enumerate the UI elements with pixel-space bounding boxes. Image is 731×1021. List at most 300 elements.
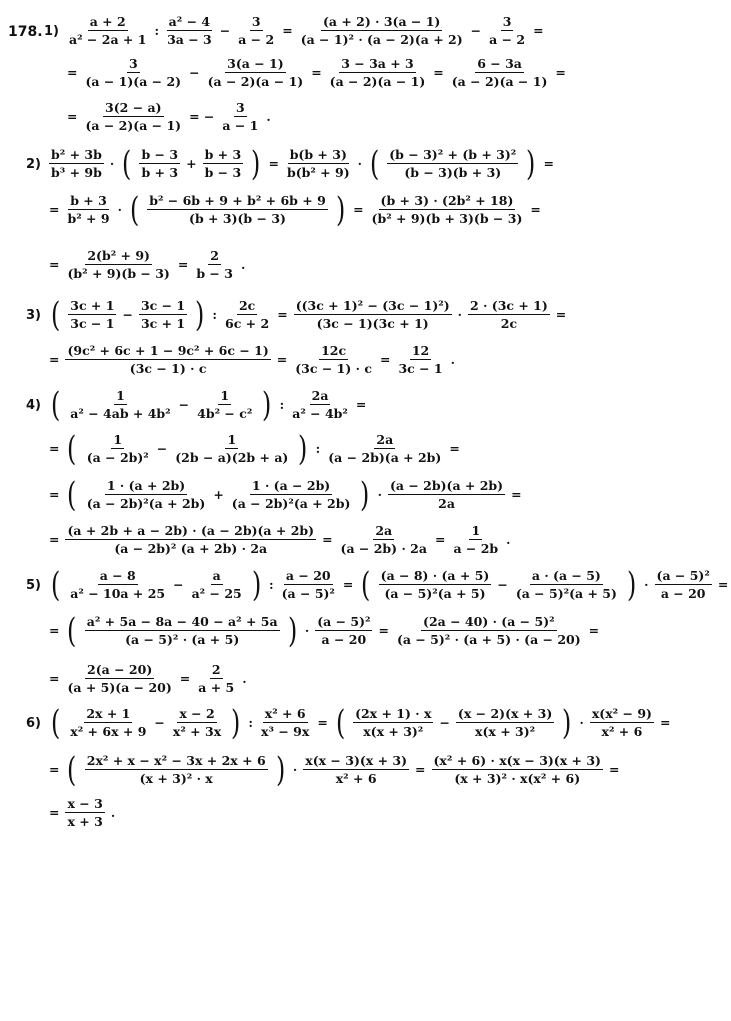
fraction (370, 193, 525, 226)
numerator: ((3c + 1)² − (3c − 1)²) (295, 298, 450, 313)
numerator: 3c + 1 (70, 298, 115, 313)
operator: = (449, 441, 460, 456)
problem-number: 178. (8, 24, 43, 40)
fraction (147, 193, 328, 226)
operator: · (304, 623, 310, 638)
fraction (68, 568, 167, 601)
operator: = (555, 307, 567, 322)
numerator: b² + 3b (51, 147, 102, 162)
fraction (655, 568, 712, 601)
operator: = (311, 65, 322, 80)
eq-2-line-1 (46, 143, 557, 184)
operator: = (49, 623, 60, 638)
bracket: ) (262, 384, 272, 425)
eq-5-line-2 (46, 610, 602, 651)
denominator: (x + 3)² · x (139, 771, 213, 786)
operator: = (659, 715, 671, 730)
fraction (590, 706, 654, 739)
fraction (65, 796, 104, 829)
numerator: 2 (210, 248, 219, 263)
fraction (195, 388, 254, 421)
operator: = (353, 202, 364, 217)
numerator: 12 (411, 343, 430, 358)
fraction (468, 298, 550, 331)
denominator: x + 3 (67, 814, 103, 829)
eq-4-line-2 (46, 428, 463, 469)
denominator: 3a − 3 (167, 32, 212, 47)
numerator: 2x² + x − x² − 3x + 2x + 6 (86, 753, 266, 768)
numerator: 1 (471, 523, 481, 538)
fraction (68, 298, 116, 331)
eq-5-line-3 (46, 662, 250, 695)
operator: . (240, 257, 246, 272)
fraction (328, 56, 428, 89)
eq-3-line-1 (46, 294, 569, 335)
fraction (65, 523, 316, 556)
numerator: (2x + 1) · x (355, 706, 432, 721)
numerator: (a − 2b)(a + 2b) (389, 478, 504, 493)
operator: : (269, 577, 274, 592)
bracket: ( (361, 564, 371, 605)
label-2: 2) (26, 157, 41, 172)
denominator: (3c − 1)(3c + 1) (316, 316, 429, 331)
denominator: (a − 2)(a − 1) (207, 74, 304, 89)
bracket: ) (526, 143, 536, 184)
operator: = − (189, 109, 215, 124)
operator: = (322, 532, 333, 547)
numerator: a (212, 568, 221, 583)
numerator: a − 20 (285, 568, 331, 583)
operator: = (588, 623, 600, 638)
fraction (65, 248, 171, 281)
numerator: 1 (220, 388, 230, 403)
fraction (259, 706, 311, 739)
numerator: 2c (238, 298, 256, 313)
bracket: ) (275, 749, 285, 790)
operator: : (248, 715, 254, 730)
numerator: 2 (211, 662, 221, 677)
fraction (49, 147, 104, 180)
operator: = (276, 352, 288, 367)
denominator: 4b² − c² (197, 406, 253, 421)
operator: = (317, 715, 328, 730)
numerator: (a + 2) · 3(a − 1) (322, 14, 441, 29)
fraction (293, 343, 374, 376)
denominator: (a − 2b)²(a + 2b) (86, 496, 206, 511)
bracket: ) (287, 610, 297, 651)
denominator: 2c (500, 316, 518, 331)
numerator: 1 · (a + 2b) (106, 478, 186, 493)
operator: = (533, 23, 544, 38)
denominator: x(x + 3)² (363, 724, 424, 739)
bracket: ( (67, 428, 77, 469)
operator: + (186, 156, 197, 171)
denominator: 3c + 1 (140, 316, 186, 331)
numerator: (a − 8) · (a + 5) (380, 568, 490, 583)
eq-6-line-2 (46, 749, 622, 790)
fraction (353, 706, 433, 739)
operator: = (282, 23, 293, 38)
numerator: b − 3 (141, 147, 179, 162)
denominator: x² + 6 (601, 724, 643, 739)
eq-1-line-1 (64, 14, 547, 47)
label-4: 4) (26, 398, 41, 413)
numerator: 12c (321, 343, 347, 358)
denominator: (3c − 1) · c (295, 361, 372, 376)
fraction (85, 432, 151, 465)
numerator: 2a (375, 523, 393, 538)
denominator: (a − 2b)²(a + 2b) (231, 496, 351, 511)
numerator: 2x + 1 (86, 706, 131, 721)
eq-4-line-4 (46, 523, 514, 556)
denominator: a − 20 (321, 632, 367, 647)
numerator: 3(2 − a) (105, 100, 162, 115)
denominator: (a − 2b)(a + 2b) (328, 450, 442, 465)
denominator: (a − 2b) · 2a (340, 541, 427, 556)
bracket: ( (335, 702, 346, 743)
bracket: ( (50, 294, 61, 335)
denominator: x³ − 9x (261, 724, 310, 739)
fraction (379, 568, 492, 601)
denominator: (3c − 1) · c (129, 361, 207, 376)
numerator: 3 (236, 100, 245, 115)
operator: = (555, 65, 566, 80)
bracket: ) (251, 564, 262, 605)
denominator: a² − 4ab + 4b² (70, 406, 171, 421)
denominator: a − 1 (222, 118, 259, 133)
operator: = (277, 307, 288, 322)
numerator: b + 3 (204, 147, 242, 162)
fraction (326, 432, 443, 465)
operator: = (49, 441, 60, 456)
operator: − (156, 441, 168, 456)
operator: = (543, 156, 555, 171)
denominator: b² + 9 (67, 211, 110, 226)
numerator: 1 (227, 432, 237, 447)
fraction (206, 56, 306, 89)
denominator: a − 2 (489, 32, 526, 47)
fraction (450, 56, 550, 89)
operator: + (213, 487, 224, 502)
fraction (456, 706, 554, 739)
numerator: 2 · (3c + 1) (470, 298, 548, 313)
operator: = (433, 65, 444, 80)
fraction (139, 298, 187, 331)
numerator: 3 (128, 56, 138, 71)
fraction (68, 706, 148, 739)
label-1: 1) (44, 24, 59, 39)
fraction (223, 298, 271, 331)
operator: · (109, 156, 115, 171)
operator: − (497, 577, 508, 592)
denominator: (b − 3)(b + 3) (404, 165, 502, 180)
numerator: b(b + 3) (289, 147, 347, 162)
eq-6-line-3 (46, 796, 118, 829)
operator: − (178, 397, 190, 412)
denominator: 3c − 1 (70, 316, 115, 331)
fraction (65, 193, 111, 226)
denominator: a − 2 (238, 32, 275, 47)
denominator: (a − 5)² · (a + 5) · (a − 20) (396, 632, 581, 647)
operator: = (379, 352, 391, 367)
bracket: ( (369, 143, 380, 184)
numerator: x − 3 (67, 796, 103, 811)
operator: . (266, 109, 271, 124)
denominator: a − 20 (660, 586, 706, 601)
numerator: (b − 3)² + (b + 3)² (389, 147, 517, 162)
operator: = (49, 805, 60, 820)
operator: : (212, 307, 218, 322)
fraction (196, 662, 236, 695)
denominator: 3c − 1 (398, 361, 443, 376)
operator: = (49, 202, 60, 217)
denominator: (a − 1)² · (a − 2)(a + 2) (300, 32, 463, 47)
numerator: (b + 3) · (2b² + 18) (380, 193, 514, 208)
bracket: ( (50, 384, 61, 425)
denominator: b(b² + 9) (286, 165, 350, 180)
numerator: a + 2 (89, 14, 126, 29)
fraction (190, 568, 244, 601)
operator: − (219, 23, 231, 38)
fraction (514, 568, 619, 601)
numerator: 2a (376, 432, 394, 447)
fraction (285, 147, 352, 180)
fraction (451, 523, 500, 556)
denominator: (a − 5)²(a + 5) (384, 586, 486, 601)
denominator: (a − 2)(a − 1) (451, 74, 548, 89)
operator: . (450, 352, 455, 367)
denominator: x² + 3x (172, 724, 222, 739)
fraction (299, 14, 465, 47)
numerator: 3 − 3a + 3 (341, 56, 414, 71)
bracket: ) (360, 474, 370, 515)
numerator: (x² + 6) · x(x − 3)(x + 3) (433, 753, 601, 768)
denominator: x(x + 3)² (475, 724, 536, 739)
label-3: 3) (26, 308, 41, 323)
fraction (203, 147, 244, 180)
numerator: b + 3 (70, 193, 107, 208)
denominator: (a − 5)²(a + 5) (515, 586, 617, 601)
fraction (85, 478, 208, 511)
bracket: ) (298, 428, 308, 469)
denominator: b − 3 (196, 266, 233, 281)
eq-2-line-3 (46, 248, 248, 281)
operator: − (189, 65, 200, 80)
denominator: (a − 2b)² (86, 450, 149, 465)
operator: − (122, 307, 133, 322)
numerator: 3 (502, 14, 512, 29)
fraction (68, 388, 172, 421)
fraction (303, 753, 409, 786)
operator: − (154, 715, 165, 730)
eq-1-line-2 (64, 56, 569, 89)
fraction (432, 753, 603, 786)
denominator: x² + 6 (335, 771, 377, 786)
operator: = (434, 532, 446, 547)
denominator: b + 3 (141, 165, 179, 180)
numerator: (a − 5)² (656, 568, 710, 583)
fraction (83, 56, 183, 89)
bracket: ( (67, 610, 77, 651)
denominator: (a − 5)² (281, 586, 335, 601)
operator: . (242, 671, 247, 686)
operator: = (49, 487, 60, 502)
fraction (396, 343, 444, 376)
denominator: (a + 5)(a − 20) (67, 680, 172, 695)
fraction (65, 343, 270, 376)
numerator: a − 8 (99, 568, 136, 583)
fraction (395, 614, 583, 647)
bracket: ( (50, 702, 61, 743)
denominator: a² − 10a + 25 (70, 586, 166, 601)
numerator: (9c² + 6c + 1 − 9c² + 6c − 1) (67, 343, 269, 358)
denominator: a² − 2a + 1 (69, 32, 147, 47)
operator: = (177, 257, 189, 272)
numerator: x − 2 (179, 706, 215, 721)
bracket: ( (67, 474, 77, 515)
numerator: (x − 2)(x + 3) (457, 706, 553, 721)
fraction (315, 614, 372, 647)
denominator: a² − 25 (191, 586, 242, 601)
bracket: ) (195, 294, 205, 335)
denominator: (a − 2)(a − 1) (329, 74, 426, 89)
operator: . (506, 532, 511, 547)
label-6: 6) (26, 716, 41, 731)
bracket: ) (231, 702, 241, 743)
fraction (230, 478, 353, 511)
numerator: (a + 2b + a − 2b) · (a − 2b)(a + 2b) (67, 523, 315, 538)
fraction (67, 14, 148, 47)
fraction (194, 248, 235, 281)
denominator: b³ + 9b (51, 165, 102, 180)
numerator: 3 (251, 14, 261, 29)
operator: · (117, 202, 122, 217)
numerator: 6 − 3a (477, 56, 522, 71)
operator: · (644, 577, 649, 592)
operator: − (439, 715, 450, 730)
operator: = (717, 577, 729, 592)
eq-5-line-1 (46, 564, 731, 605)
fraction (165, 14, 214, 47)
denominator: (a − 2)(a − 1) (85, 118, 182, 133)
eq-1-line-3 (64, 100, 274, 133)
bracket: ( (50, 564, 61, 605)
operator: − (173, 577, 184, 592)
numerator: x(x − 3)(x + 3) (305, 753, 408, 768)
operator: = (67, 65, 78, 80)
fraction (387, 147, 518, 180)
numerator: 2a (311, 388, 329, 403)
bracket: ) (562, 702, 572, 743)
fraction (487, 14, 527, 47)
bracket: ) (626, 564, 637, 605)
operator: = (67, 109, 78, 124)
operator: · (357, 156, 362, 171)
operator: : (315, 441, 321, 456)
fraction (83, 100, 183, 133)
operator: · (292, 762, 298, 777)
bracket: ( (122, 143, 132, 184)
operator: = (49, 671, 60, 686)
operator: = (49, 532, 60, 547)
eq-6-line-1 (46, 702, 673, 743)
denominator: 6c + 2 (225, 316, 270, 331)
operator: · (579, 715, 584, 730)
operator: = (342, 577, 354, 592)
operator: = (530, 202, 541, 217)
denominator: (b + 3)(b − 3) (189, 211, 286, 226)
fraction (294, 298, 452, 331)
numerator: a² + 5a − 8a − 40 − a² + 5a (86, 614, 278, 629)
numerator: 1 (113, 432, 123, 447)
bracket: ( (129, 189, 140, 230)
denominator: a² − 4b² (292, 406, 348, 421)
operator: = (355, 397, 367, 412)
numerator: 3(a − 1) (227, 56, 284, 71)
fraction (171, 706, 223, 739)
operator: · (377, 487, 382, 502)
denominator: (a − 2b)² (a + 2b) · 2a (114, 541, 268, 556)
fraction (236, 14, 276, 47)
denominator: (b² + 9)(b − 3) (67, 266, 170, 281)
operator: = (608, 762, 620, 777)
numerator: 1 · (a − 2b) (251, 478, 331, 493)
operator: = (268, 156, 279, 171)
numerator: a² − 4 (168, 14, 211, 29)
operator: − (470, 23, 482, 38)
denominator: x² + 6x + 9 (70, 724, 147, 739)
operator: : (279, 397, 285, 412)
operator: . (110, 805, 116, 820)
numerator: 2(a − 20) (87, 662, 153, 677)
operator: = (415, 762, 426, 777)
eq-2-line-2 (46, 189, 544, 230)
numerator: 2(b² + 9) (87, 248, 150, 263)
fraction (280, 568, 337, 601)
denominator: b − 3 (204, 165, 242, 180)
fraction (85, 753, 268, 786)
label-5: 5) (26, 578, 41, 593)
operator: = (511, 487, 522, 502)
operator: = (179, 671, 191, 686)
denominator: (x + 3)² · x(x² + 6) (454, 771, 581, 786)
denominator: (a − 5)² · (a + 5) (125, 632, 240, 647)
fraction (85, 614, 280, 647)
denominator: (b² + 9)(b + 3)(b − 3) (371, 211, 523, 226)
fraction (388, 478, 505, 511)
fraction (339, 523, 429, 556)
operator: = (49, 352, 60, 367)
bracket: ) (251, 143, 261, 184)
fraction (173, 432, 290, 465)
fraction (220, 100, 260, 133)
numerator: x² + 6 (264, 706, 306, 721)
operator: : (154, 23, 160, 38)
numerator: a · (a − 5) (531, 568, 601, 583)
bracket: ) (335, 189, 346, 230)
operator: = (49, 257, 60, 272)
fraction (139, 147, 180, 180)
numerator: (a − 5)² (317, 614, 371, 629)
fraction (290, 388, 350, 421)
numerator: x(x² − 9) (591, 706, 652, 721)
fraction (65, 662, 173, 695)
numerator: b² − 6b + 9 + b² + 6b + 9 (149, 193, 326, 208)
operator: · (457, 307, 463, 322)
bracket: ( (67, 749, 77, 790)
denominator: (a − 1)(a − 2) (85, 74, 182, 89)
denominator: 2a (438, 496, 455, 511)
